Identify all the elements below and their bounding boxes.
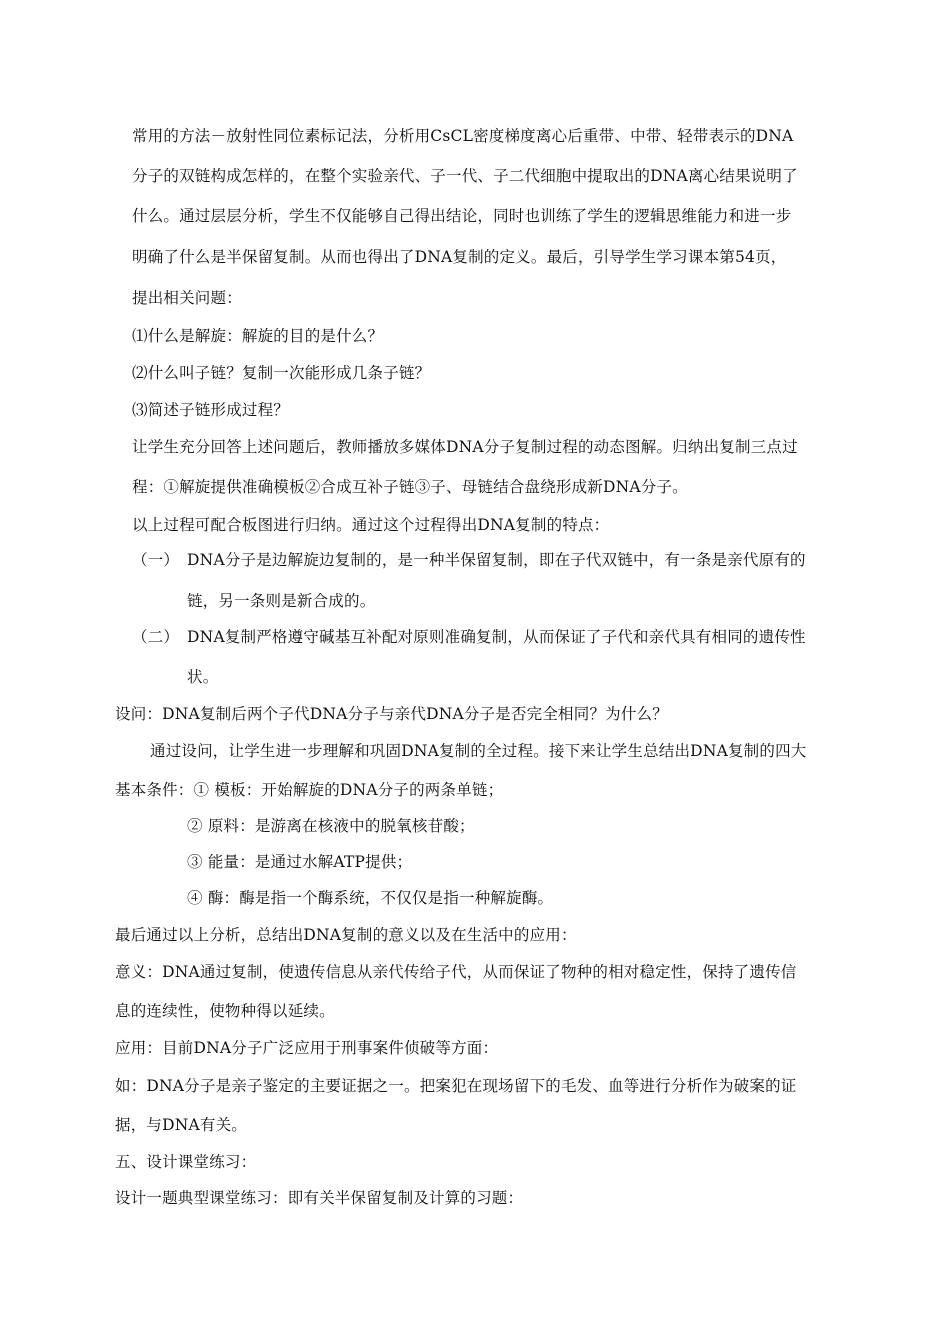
condition-item: ③ 能量：是通过水解ATP提供；	[187, 853, 413, 871]
feature-item-2: （二） DNA复制严格遵守碱基互补配对原则准确复制，从而保证了子代和亲代具有相同的遗传性	[132, 628, 806, 646]
paragraph-line: 意义：DNA通过复制，使遗传信息从亲代传给子代，从而保证了物种的相对稳定性，保持了遗传信	[115, 963, 797, 981]
paragraph-line: 最后通过以上分析，总结出DNA复制的意义以及在生活中的应用：	[115, 926, 577, 944]
question-item: ⑶简述子链形成过程？	[132, 401, 290, 419]
paragraph-line: 常用的方法－放射性同位素标记法，分析用CsCL密度梯度离心后重带、中带、轻带表示的DNA	[132, 127, 794, 145]
paragraph-line: 据，与DNA有关。	[115, 1116, 247, 1134]
paragraph-line: 基本条件：① 模板：开始解旋的DNA分子的两条单链；	[115, 781, 504, 799]
paragraph-line: 程：①解旋提供准确模板②合成互补子链③子、母链结合盘绕形成新DNA分子。	[132, 478, 688, 496]
paragraph-line: 应用：目前DNA分子广泛应用于刑事案件侦破等方面：	[115, 1039, 499, 1057]
question-paragraph: 设问：DNA复制后两个子代DNA分子与亲代DNA分子是否完全相同？为什么？	[115, 705, 668, 723]
section-heading: 五、设计课堂练习：	[115, 1153, 257, 1171]
paragraph-line: 如：DNA分子是亲子鉴定的主要证据之一。把案犯在现场留下的毛发、血等进行分析作为破案的证	[115, 1077, 797, 1095]
paragraph-line: 通过设问，让学生进一步理解和巩固DNA复制的全过程。接下来让学生总结出DNA复制的四大	[150, 742, 807, 760]
paragraph-line: 分子的双链构成怎样的，在整个实验亲代、子一代、子二代细胞中提取出的DNA离心结果说明了	[132, 167, 798, 185]
feature-item-1-continuation: 链，另一条则是新合成的。	[187, 592, 376, 610]
paragraph-line: 提出相关问题：	[132, 289, 242, 307]
paragraph-line: 以上过程可配合板图进行归纳。通过这个过程得出DNA复制的特点：	[132, 516, 610, 534]
paragraph-line: 设计一题典型课堂练习：即有关半保留复制及计算的习题：	[115, 1189, 524, 1207]
paragraph-line: 什么。通过层层分析，学生不仅能够自己得出结论，同时也训练了学生的逻辑思维能力和进一步	[132, 207, 792, 225]
paragraph-line: 息的连续性，使物种得以延续。	[115, 1002, 335, 1020]
paragraph-line: 明确了什么是半保留复制。从而也得出了DNA复制的定义。最后，引导学生学习课本第54页，	[132, 248, 787, 266]
feature-item-1: （一） DNA分子是边解旋边复制的，是一种半保留复制，即在子代双链中，有一条是亲代原有的	[132, 551, 806, 569]
condition-item: ④ 酶：酶是指一个酶系统，不仅仅是指一种解旋酶。	[187, 889, 554, 907]
paragraph-line: 让学生充分回答上述问题后，教师播放多媒体DNA分子复制过程的动态图解。归纳出复制三点过	[132, 438, 798, 456]
question-item: ⑴什么是解旋：解旋的目的是什么？	[132, 327, 384, 345]
condition-item: ② 原料：是游离在核液中的脱氧核苷酸；	[187, 817, 475, 835]
question-item: ⑵什么叫子链？复制一次能形成几条子链？	[132, 364, 431, 382]
feature-item-2-continuation: 状。	[187, 668, 219, 686]
